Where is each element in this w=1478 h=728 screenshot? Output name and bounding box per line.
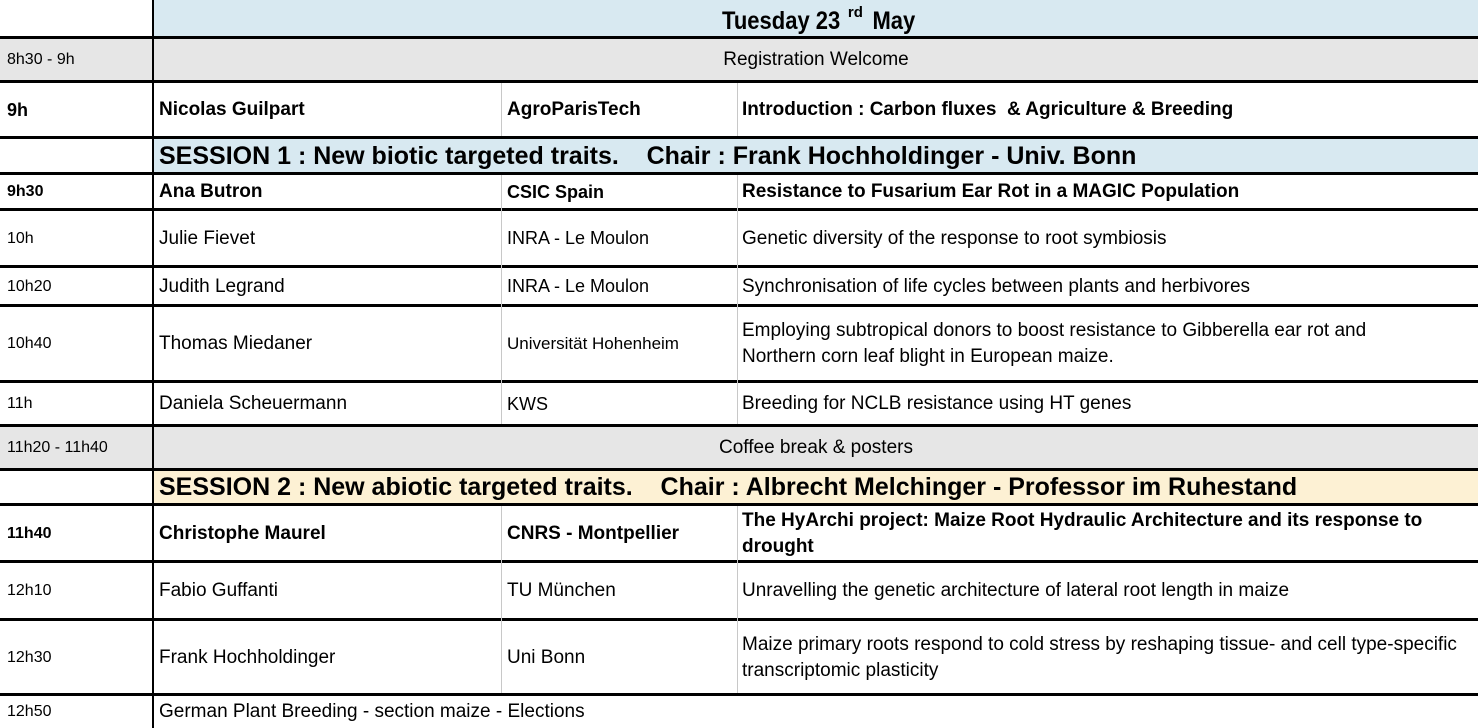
speaker-name: Ana Butron [159,181,263,202]
session-2-row [0,471,1478,504]
speaker-institution: TU München [507,580,616,601]
day-header-corner [0,0,152,37]
row-divider [0,693,1478,696]
day-header-month: May [866,7,916,35]
row-divider [0,304,1478,307]
talk-time: 10h [7,229,34,247]
registration-time: 8h30 - 9h [0,39,152,81]
talk-row [0,621,1478,694]
session-1-row [0,139,1478,173]
talk-row [0,307,1478,381]
talk-row [0,83,1478,137]
elections-row [0,696,1478,728]
talk-time: 12h50 [7,703,52,720]
registration-row [0,39,1478,81]
talk-time: 9h30 [7,183,44,200]
talk-title: Resistance to Fusarium Ear Rot in a MAGIC Population [742,181,1240,202]
speaker-institution: AgroParisTech [507,99,641,120]
talk-title: Introduction : Carbon fluxes & Agriculture & Breeding [742,99,1234,120]
talk-row [0,175,1478,209]
row-divider [0,265,1478,268]
day-header [154,0,1478,37]
session-2-title: SESSION 2 : New abiotic targeted traits. Chair : Albrecht Melchinger - Professor im Ruhestand [154,471,1478,504]
talk-row [0,563,1478,619]
talk-title [738,506,1478,561]
talk-time: 11h40 [7,524,52,542]
row-divider [0,618,1478,621]
speaker-institution: INRA - Le Moulon [507,228,650,248]
day-header-day: Tuesday 23 [721,7,840,35]
column-divider [737,175,738,424]
speaker-institution: Universität Hohenheim [507,334,679,353]
column-divider [501,175,502,424]
session-2-corner [0,471,152,504]
row-divider [0,560,1478,563]
talk-title-text: The HyArchi project: Maize Root Hydraulic Architecture and its response to drought [742,509,1423,557]
talk-time: 11h [7,395,33,412]
talk-time: 10h20 [7,277,52,295]
talk-title [738,621,1478,694]
row-divider [0,208,1478,211]
talk-row [0,506,1478,561]
row-divider [0,503,1478,506]
coffee-break-time: 11h20 - 11h40 [0,427,152,469]
row-divider [0,468,1478,471]
speaker-name: Nicolas Guilpart [159,99,305,120]
row-divider [0,172,1478,175]
talk-title: Synchronisation of life cycles between plants and herbivores [742,275,1251,297]
talk-title-text: Maize primary roots respond to cold stress by reshaping tissue- and cell type-specific transcriptomic plasticity [742,633,1457,681]
column-divider [737,83,738,136]
talk-title: Unravelling the genetic architecture of lateral root length in maize [742,580,1290,601]
column-divider [737,506,738,693]
talk-row [0,268,1478,305]
row-divider [0,136,1478,139]
speaker-name: Fabio Guffanti [159,580,279,601]
talk-title: Breeding for NCLB resistance using HT genes [742,393,1132,414]
column-divider [501,83,502,136]
speaker-institution: INRA - Le Moulon [507,276,650,296]
day-header-sup: rd [847,4,863,21]
session-1-corner [0,139,152,173]
speaker-name: Julie Fievet [159,227,256,249]
session-1-title: SESSION 1 : New biotic targeted traits. Chair : Frank Hochholdinger - Univ. Bonn [154,139,1478,173]
row-divider [0,380,1478,383]
row-divider [0,424,1478,427]
talk-title: Genetic diversity of the response to root symbiosis [742,227,1167,249]
speaker-name: Thomas Miedaner [159,333,313,354]
speaker-institution: CNRS - Montpellier [507,522,680,544]
speaker-institution: KWS [507,393,549,414]
coffee-break-text: Coffee break & posters [154,427,1478,469]
speaker-institution: CSIC Spain [507,181,605,202]
column-divider [501,506,502,693]
coffee-break-row [0,427,1478,469]
column-divider [152,0,154,728]
talk-row [0,211,1478,266]
row-divider [0,36,1478,39]
registration-text: Registration Welcome [154,39,1478,81]
elections-text: German Plant Breeding - section maize - Elections [159,701,585,722]
talk-title [738,307,1478,381]
row-divider [0,80,1478,83]
speaker-name: Frank Hochholdinger [159,646,336,668]
talk-time: 10h40 [7,335,52,352]
talk-time: 9h [7,99,29,120]
talk-time: 12h30 [7,648,52,666]
talk-title-text: Employing subtropical donors to boost resistance to Gibberella ear rot and Northern corn leaf blight in European maize. [742,320,1367,367]
speaker-name: Daniela Scheuermann [159,393,348,414]
speaker-name: Christophe Maurel [159,522,326,544]
talk-row [0,383,1478,425]
speaker-institution: Uni Bonn [507,646,586,668]
day-header-row [0,0,1478,37]
speaker-name: Judith Legrand [159,275,285,297]
talk-time: 12h10 [7,582,52,599]
